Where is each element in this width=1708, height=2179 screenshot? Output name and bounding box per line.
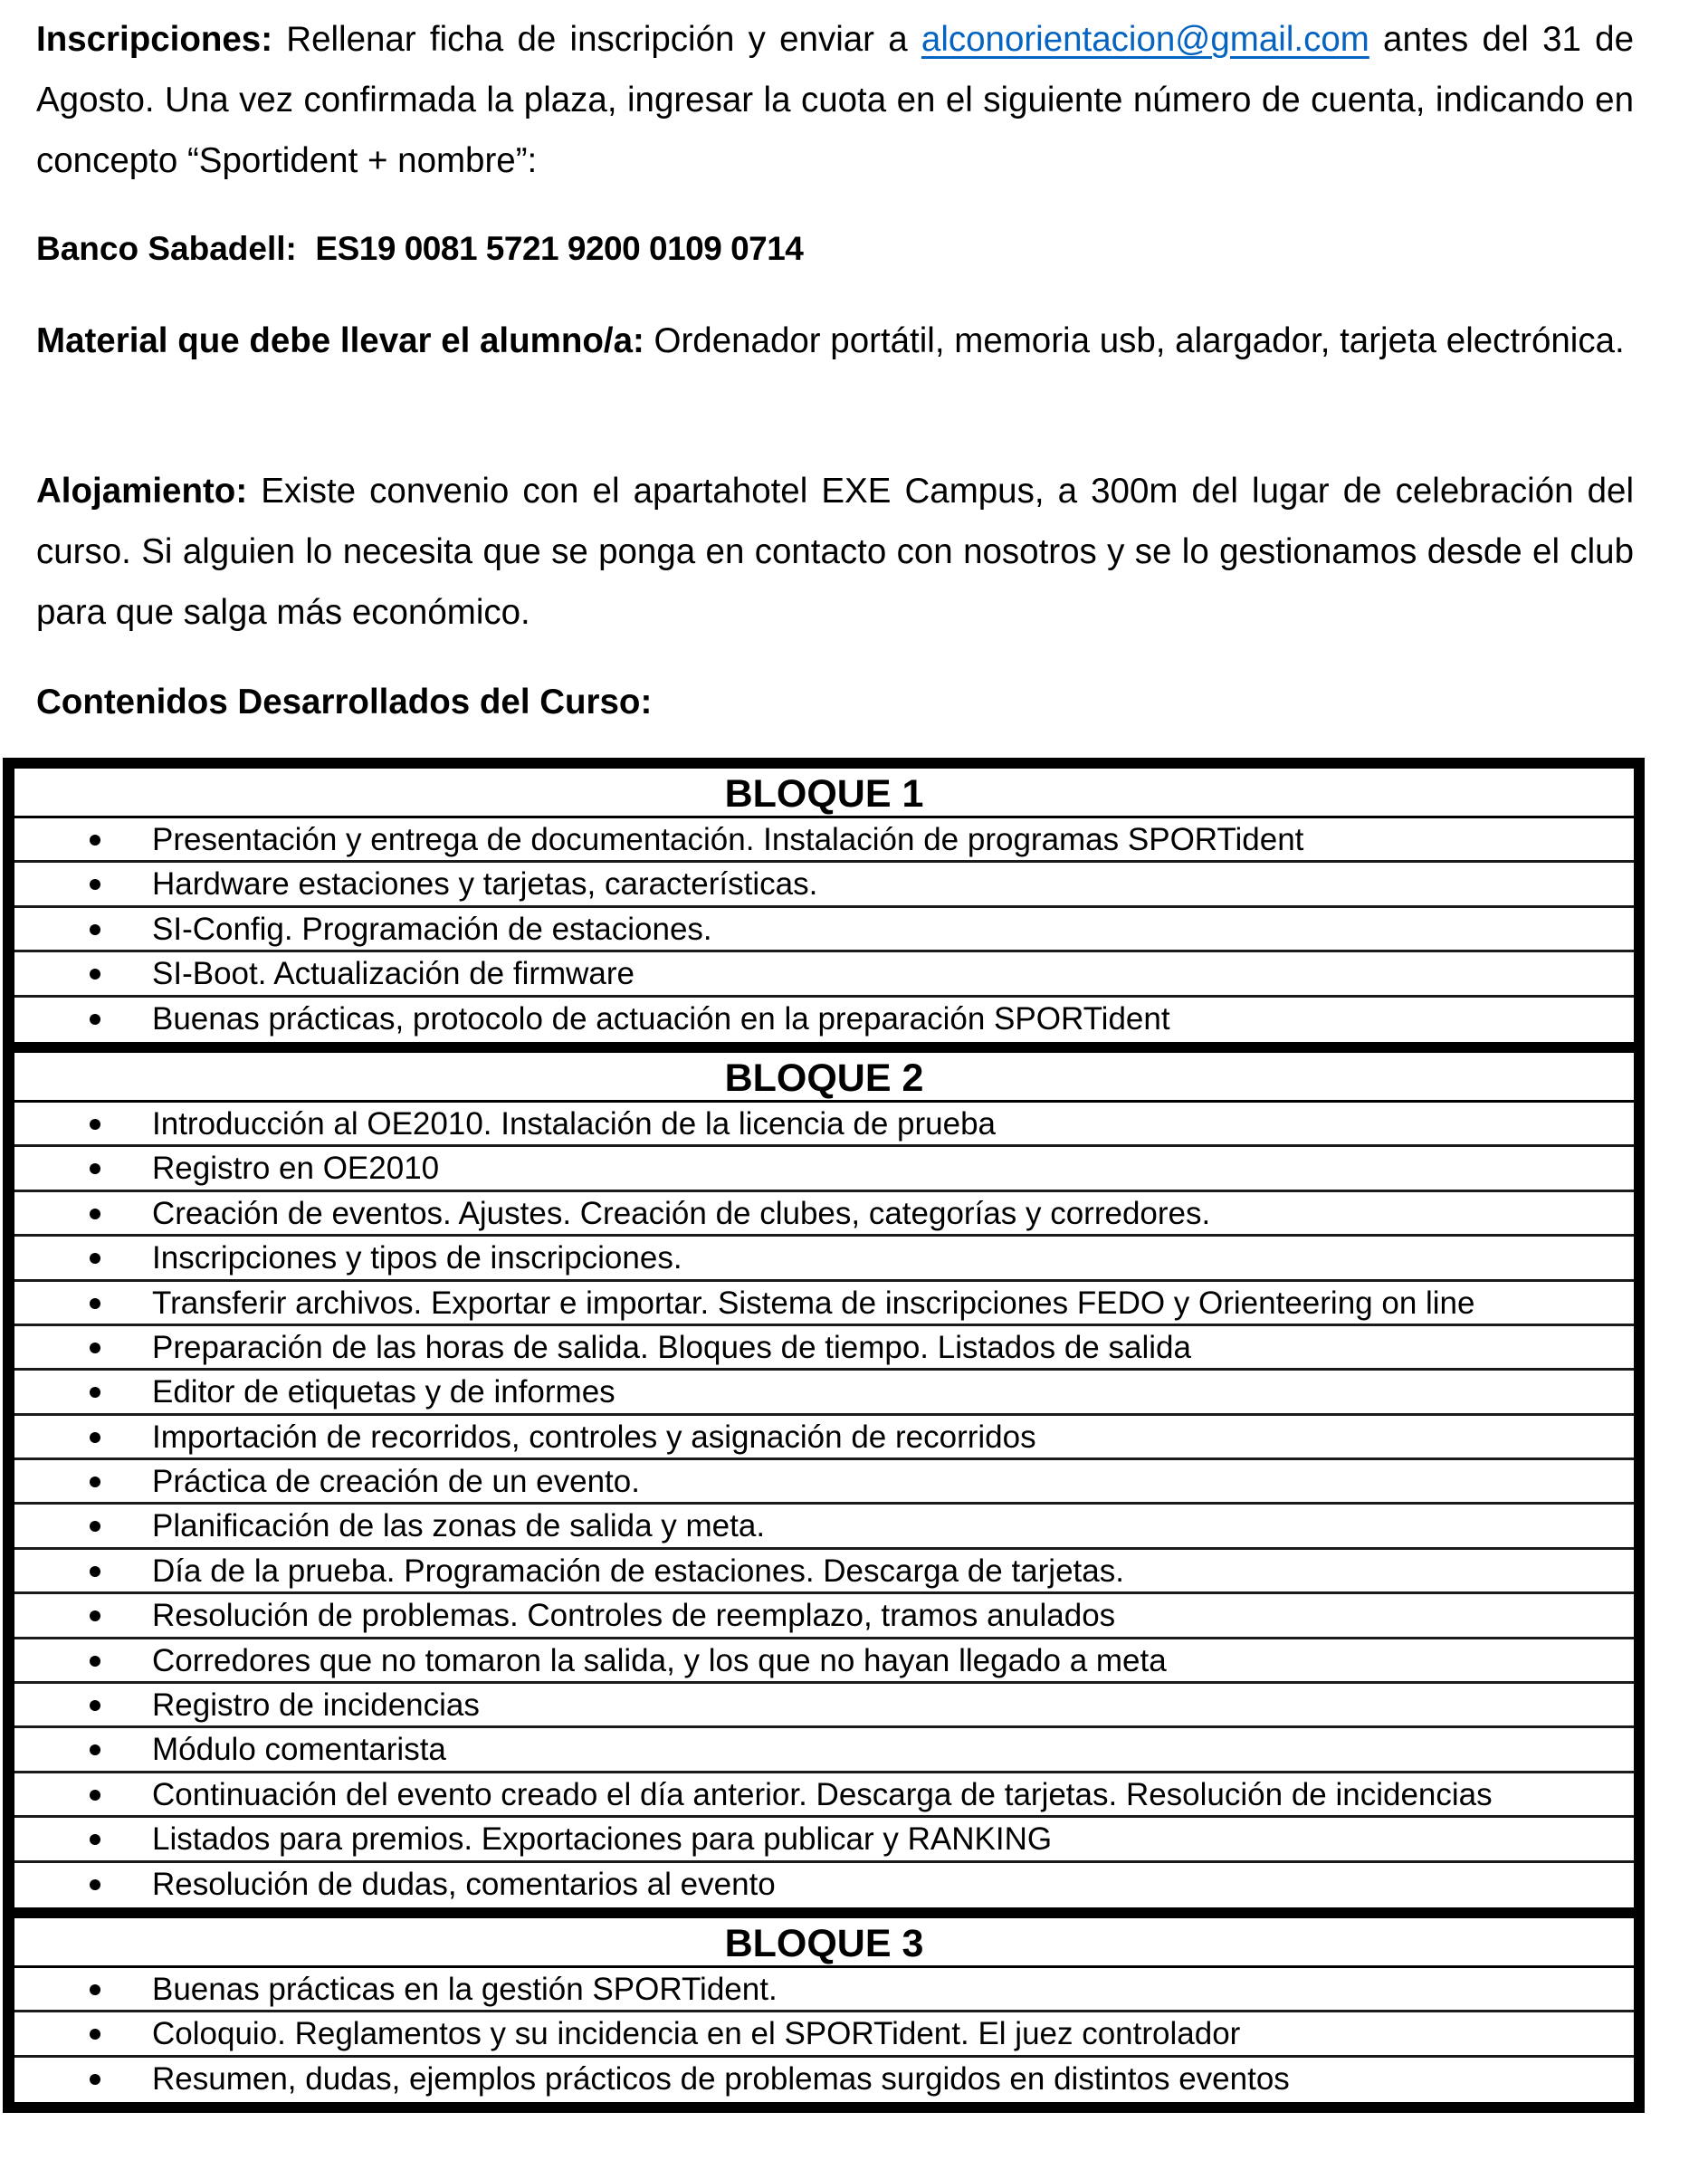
bullet-icon: [90, 1834, 100, 1845]
table-row: [14, 908, 1634, 952]
table-row: [14, 2012, 1634, 2057]
inscripciones-label: Inscripciones:: [36, 20, 273, 59]
bank-iban: ES19 0081 5721 9200 0109 0714: [315, 230, 804, 267]
bullet-icon: [90, 1477, 100, 1487]
row-text: Resumen, dudas, ejemplos prácticos de problemas surgidos en distintos eventos: [152, 2060, 1290, 2097]
bullet-icon: [90, 1790, 100, 1801]
bullet-icon: [90, 2074, 100, 2085]
bullet-icon: [90, 1432, 100, 1443]
block-header: BLOQUE 1: [14, 769, 1634, 818]
table-row: [14, 1550, 1634, 1594]
bullet-icon: [90, 1014, 100, 1025]
row-text: Registro en OE2010: [152, 1151, 440, 1187]
block-header: BLOQUE 2: [14, 1053, 1634, 1103]
bullet-icon: [90, 1209, 100, 1219]
table-row: [14, 1639, 1634, 1684]
alojamiento-paragraph: [36, 461, 1634, 643]
bullet-icon: [90, 1566, 100, 1577]
table-row: [14, 2058, 1634, 2102]
bullet-icon: [90, 2029, 100, 2040]
bank-label: Banco Sabadell:: [36, 230, 297, 267]
bullet-icon: [90, 1700, 100, 1711]
table-row: [14, 1863, 1634, 1907]
table-row: [14, 1147, 1634, 1191]
row-text: Transferir archivos. Exportar e importar. Sistema de inscripciones FEDO y Orienteering on line: [152, 1285, 1475, 1321]
bullet-icon: [90, 924, 100, 935]
bullet-icon: [90, 1610, 100, 1621]
table-row: [14, 1684, 1634, 1728]
bullet-icon: [90, 1521, 100, 1532]
row-text: Continuación del evento creado el día anterior. Descarga de tarjetas. Resolución de incidencias: [152, 1776, 1493, 1812]
row-text: SI-Boot. Actualización de firmware: [152, 956, 635, 992]
row-text: Buenas prácticas, protocolo de actuación en la preparación SPORTident: [152, 1000, 1170, 1037]
row-text: Listados para premios. Exportaciones para publicar y RANKING: [152, 1821, 1053, 1858]
bullet-icon: [90, 1744, 100, 1755]
contenidos-title: Contenidos Desarrollados del Curso:: [36, 683, 653, 722]
bank-account-line: [36, 222, 803, 276]
row-text: Coloquio. Reglamentos y su incidencia en el SPORTident. El juez controlador: [152, 2016, 1241, 2052]
row-text: Planificación de las zonas de salida y meta.: [152, 1508, 766, 1544]
row-text: Práctica de creación de un evento.: [152, 1464, 640, 1500]
table-row: [14, 1103, 1634, 1147]
row-text: Buenas prácticas en la gestión SPORTident.: [152, 1971, 778, 2007]
row-text: Importación de recorridos, controles y asignación de recorridos: [152, 1419, 1036, 1455]
block-separator: [14, 1907, 1634, 1918]
row-text: Editor de etiquetas y de informes: [152, 1374, 615, 1410]
bullet-icon: [90, 1119, 100, 1130]
bullet-icon: [90, 1298, 100, 1309]
row-text: SI-Config. Programación de estaciones.: [152, 911, 712, 947]
table-row: [14, 1460, 1634, 1505]
alojamiento-text: Existe convenio con el apartahotel EXE Campus, a 300m del lugar de celebración del curso. Si alguien lo necesita que se ponga en contacto con nosotros y se lo gestionamos desde el club para que salga más económico.: [36, 472, 1634, 632]
row-text: Corredores que no tomaron la salida, y los que no hayan llegado a meta: [152, 1642, 1167, 1678]
row-text: Introducción al OE2010. Instalación de la licencia de prueba: [152, 1105, 996, 1142]
block-separator: [14, 1042, 1634, 1053]
material-text: Ordenador portátil, memoria usb, alargador, tarjeta electrónica.: [644, 321, 1625, 360]
contenidos-heading: [36, 672, 1634, 732]
table-row: [14, 1773, 1634, 1818]
table-row: [14, 1371, 1634, 1415]
bullet-icon: [90, 1984, 100, 1995]
table-row: [14, 1416, 1634, 1460]
bullet-icon: [90, 835, 100, 846]
row-text: Creación de eventos. Ajustes. Creación de clubes, categorías y corredores.: [152, 1195, 1211, 1231]
alojamiento-label: Alojamiento:: [36, 472, 248, 511]
bullet-icon: [90, 1879, 100, 1890]
bullet-icon: [90, 1387, 100, 1398]
table-row: [14, 998, 1634, 1042]
bullet-icon: [90, 1163, 100, 1174]
inscripciones-paragraph: [36, 9, 1634, 191]
bullet-icon: [90, 1253, 100, 1264]
inscripciones-text-cont: antes del 31 de Agosto. Una vez confirmada la plaza, ingresar la cuota en el siguiente número de cuenta, indicando en concepto “Sportident + nombre”:: [36, 20, 1634, 180]
row-text: Registro de incidencias: [152, 1687, 480, 1724]
row-text: Inscripciones y tipos de inscripciones.: [152, 1240, 682, 1276]
bullet-icon: [90, 1656, 100, 1667]
row-text: Resolución de problemas. Controles de reemplazo, tramos anulados: [152, 1598, 1116, 1634]
bullet-icon: [90, 1343, 100, 1353]
block-header: BLOQUE 3: [14, 1918, 1634, 1968]
table-row: [14, 952, 1634, 997]
table-row: [14, 1192, 1634, 1237]
material-paragraph: [36, 311, 1634, 371]
row-text: Módulo comentarista: [152, 1732, 446, 1768]
bullet-icon: [90, 969, 100, 980]
email-link[interactable]: alconorientacion@gmail.com: [921, 20, 1369, 59]
table-row: [14, 1968, 1634, 2012]
row-text: Hardware estaciones y tarjetas, características.: [152, 866, 818, 903]
table-row: [14, 1818, 1634, 1862]
row-text: Presentación y entrega de documentación. Instalación de programas SPORTident: [152, 822, 1304, 857]
table-row: [14, 1282, 1634, 1326]
table-row: [14, 863, 1634, 907]
table-row: [14, 1326, 1634, 1371]
table-row: [14, 1505, 1634, 1549]
row-text: Día de la prueba. Programación de estaciones. Descarga de tarjetas.: [152, 1553, 1124, 1589]
table-row: [14, 1728, 1634, 1773]
row-text: Resolución de dudas, comentarios al evento: [152, 1866, 776, 1902]
table-row: [14, 1237, 1634, 1281]
material-label: Material que debe llevar el alumno/a:: [36, 321, 644, 360]
table-row: [14, 1594, 1634, 1639]
course-contents-table: [3, 758, 1645, 2113]
table-row: [14, 818, 1634, 863]
bullet-icon: [90, 879, 100, 890]
row-text: Preparación de las horas de salida. Bloques de tiempo. Listados de salida: [152, 1329, 1191, 1365]
inscripciones-text: Rellenar ficha de inscripción y enviar a: [272, 20, 921, 59]
